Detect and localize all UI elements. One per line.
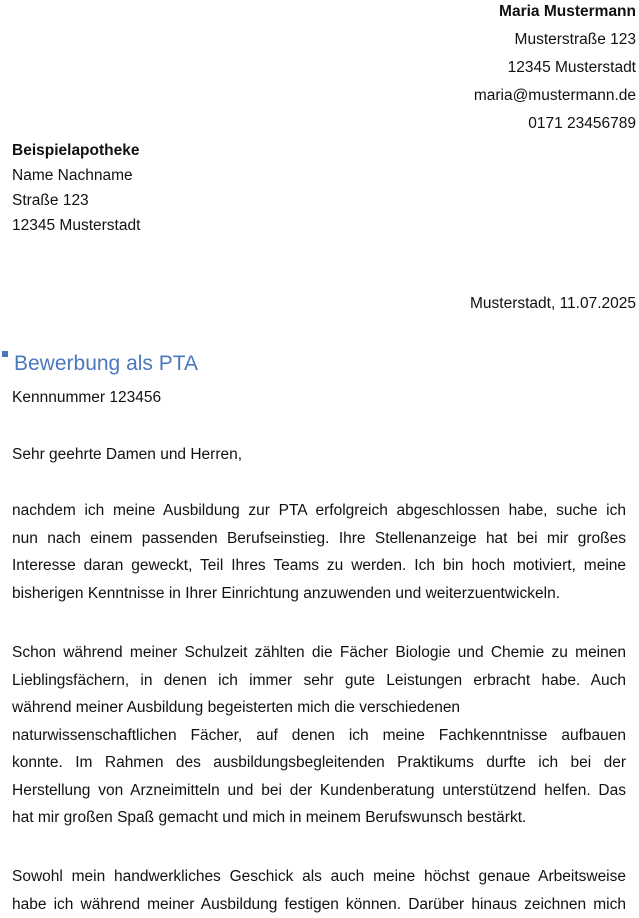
recipient-block xyxy=(12,138,140,238)
paragraph-line: habe ich während meiner Ausbildung festigen können. Darüber hinaus zeichnen mich xyxy=(12,891,626,918)
recipient-contact: Name Nachname xyxy=(12,163,140,188)
letter-subject: Bewerbung als PTA xyxy=(14,349,198,379)
paragraph-line: Interesse daran geweckt, Teil Ihres Teams zu werden. Ich bin hoch motiviert, meine xyxy=(12,552,626,580)
reference-number: Kennnummer 123456 xyxy=(12,386,161,410)
body-paragraph-3 xyxy=(12,863,626,918)
sender-phone: 0171 23456789 xyxy=(474,110,636,138)
sender-street: Musterstraße 123 xyxy=(474,26,636,54)
sender-email: maria@mustermann.de xyxy=(474,82,636,110)
paragraph-line: Schon während meiner Schulzeit zählten die Fächer Biologie und Chemie zu meinen xyxy=(12,639,626,667)
sender-block xyxy=(474,0,636,138)
recipient-company: Beispielapotheke xyxy=(12,138,140,163)
salutation: Sehr geehrte Damen und Herren, xyxy=(12,443,242,467)
paragraph-line: naturwissenschaftlichen Fächer, auf denen ich meine Fachkenntnisse aufbauen xyxy=(12,722,626,750)
paragraph-line: Herstellung von Arzneimitteln und bei der Kundenberatung unterstützend helfen. Das xyxy=(12,777,626,805)
recipient-city: 12345 Musterstadt xyxy=(12,213,140,238)
paragraph-line: hat mir großen Spaß gemacht und mich in meinem Berufswunsch bestärkt. xyxy=(12,804,626,832)
sender-city: 12345 Musterstadt xyxy=(474,54,636,82)
body-paragraph-2 xyxy=(12,639,626,832)
subject-marker xyxy=(2,351,8,357)
paragraph-line: bisherigen Kenntnisse in Ihrer Einrichtung anzuwenden und weiterzuentwickeln. xyxy=(12,580,626,608)
recipient-street: Straße 123 xyxy=(12,188,140,213)
paragraph-line: während meiner Ausbildung begeisterten mich die verschiedenen xyxy=(12,694,626,722)
paragraph-line: Sowohl mein handwerkliches Geschick als auch meine höchst genaue Arbeitsweise xyxy=(12,863,626,891)
letter-date: Musterstadt, 11.07.2025 xyxy=(470,292,636,316)
paragraph-line: Lieblingsfächern, in denen ich immer sehr gute Leistungen erbracht habe. Auch xyxy=(12,667,626,695)
sender-name: Maria Mustermann xyxy=(474,0,636,26)
paragraph-line: nun nach einem passenden Berufseinstieg. Ihre Stellenanzeige hat bei mir großes xyxy=(12,525,626,553)
paragraph-line: konnte. Im Rahmen des ausbildungsbegleitenden Praktikums durfte ich bei der xyxy=(12,749,626,777)
paragraph-line: nachdem ich meine Ausbildung zur PTA erfolgreich abgeschlossen habe, suche ich xyxy=(12,497,626,525)
body-paragraph-1 xyxy=(12,497,626,607)
